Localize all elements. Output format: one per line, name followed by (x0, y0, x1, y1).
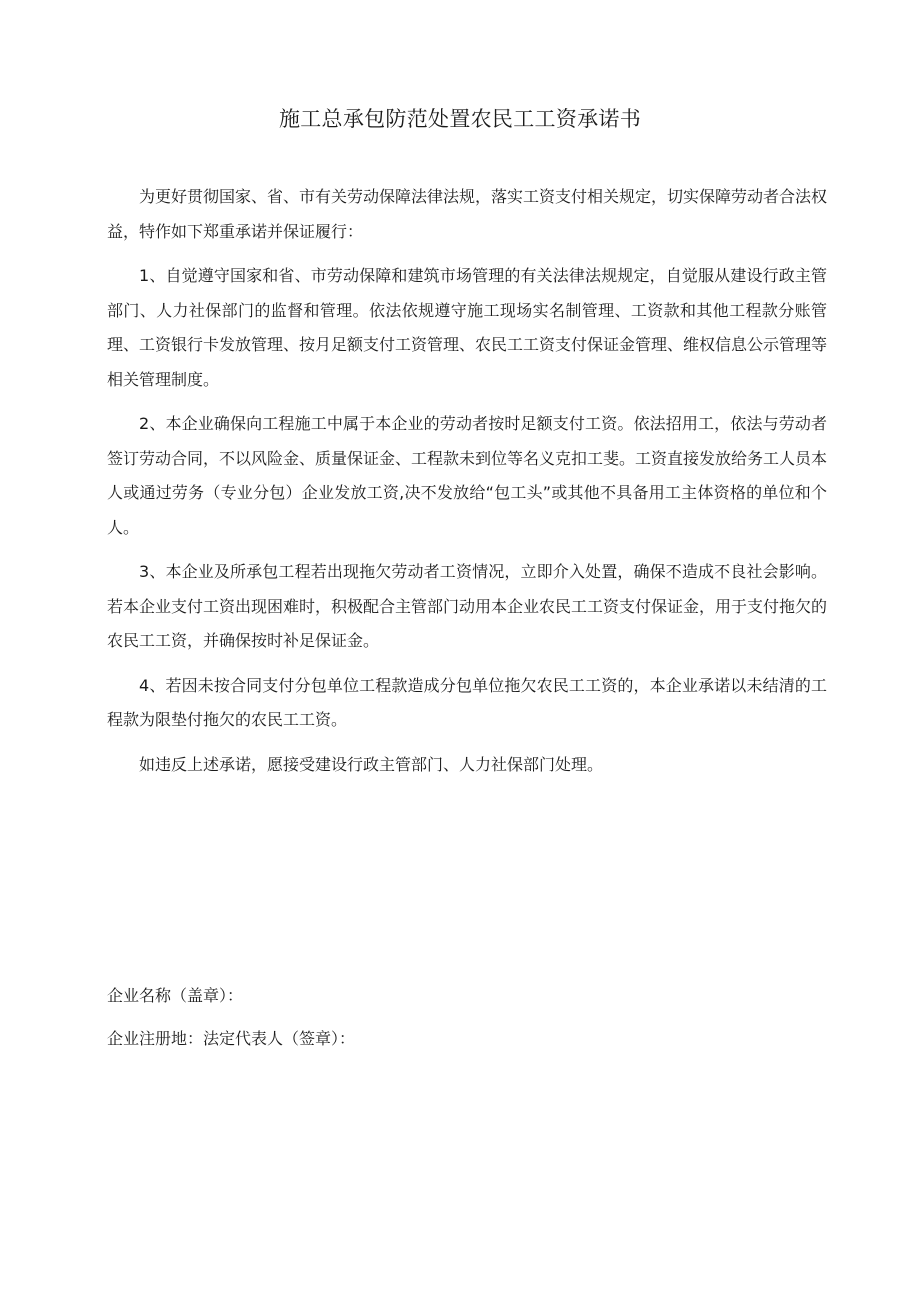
closing-paragraph: 如违反上述承诺，愿接受建设行政主管部门、人力社保部门处理。 (139, 754, 604, 774)
company-name-seal-label: 企业名称（盖章）： (107, 986, 244, 1005)
clause-3-paragraph: 3、本企业及所承包工程若出现拖欠劳动者工资情况，立即介入处置，确保不造成不良社会影响。若本企业支付工资出现困难时，积极配合主管部门动用本企业农民工工资支付保证金，用于支付拖欠的农民工工资，并确保按时补足保证金。 (107, 562, 828, 650)
document-title: 施工总承包防范处置农民工工资承诺书 (278, 107, 642, 131)
intro-paragraph: 为更好贯彻国家、省、市有关劳动保障法律法规，落实工资支付相关规定，切实保障劳动者合法权益，特作如下郑重承诺并保证履行： (107, 187, 828, 241)
clause-2-paragraph: 2、本企业确保向工程施工中属于本企业的劳动者按时足额支付工资。依法招用工，依法与劳动者签订劳动合同，不以风险金、质量保证金、工程款未到位等名义克扣工斐。工资直接发放给务工人员本人或通过劳务（专业分包）企业发放工资,决不发放给“包工头”或其他不具备用工主体资格的单位和个人。 (107, 414, 828, 537)
document-body (107, 180, 827, 792)
clause-4-paragraph: 4、若因未按合同支付分包单位工程款造成分包单位拖欠农民工工资的，本企业承诺以未结清的工程款为限垫付拖欠的农民工工资。 (107, 675, 827, 729)
clause-1-paragraph: 1、自觉遵守国家和省、市劳动保障和建筑市场管理的有关法律法规规定，自觉服从建设行政主管部门、人力社保部门的监督和管理。依法依规遵守施工现场实名制管理、工资款和其他工程款分账管理、工资银行卡发放管理、按月足额支付工资管理、农民工工资支付保证金管理、维权信息公示管理等相关管理制度。 (107, 266, 828, 389)
registered-address-legal-rep-label: 企业注册地：法定代表人（签章）： (107, 1029, 356, 1048)
